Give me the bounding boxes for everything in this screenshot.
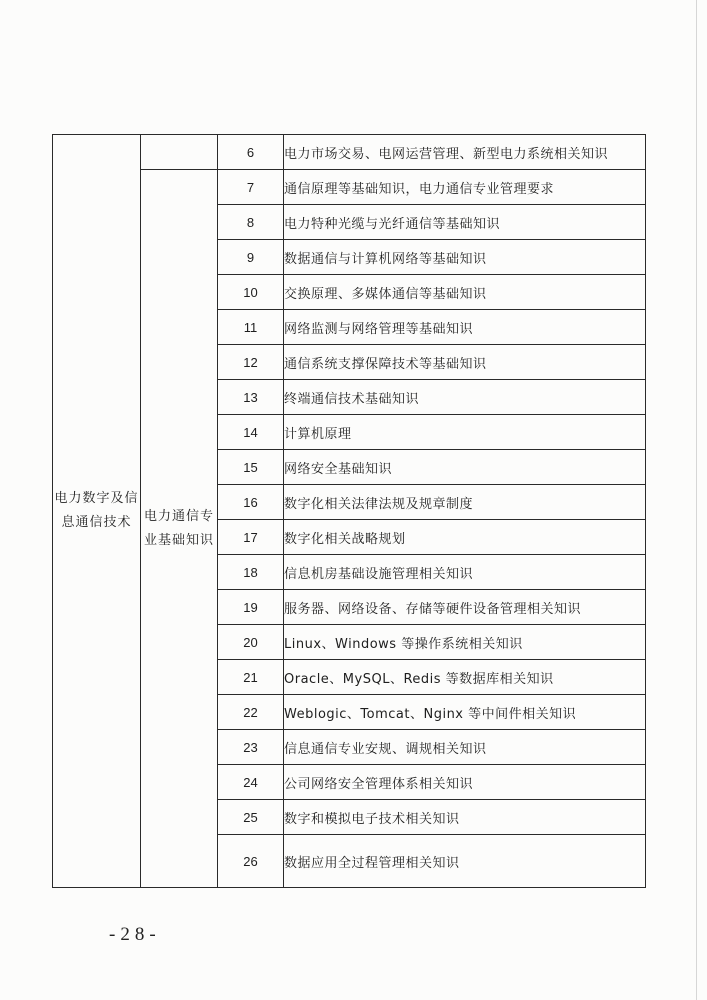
row-number: 15 xyxy=(218,450,284,485)
row-text: 交换原理、多媒体通信等基础知识 xyxy=(284,275,646,310)
table-row xyxy=(53,170,646,205)
row-number: 21 xyxy=(218,660,284,695)
row-text: Weblogic、Tomcat、Nginx 等中间件相关知识 xyxy=(284,695,646,730)
row-text: 电力特种光缆与光纤通信等基础知识 xyxy=(284,205,646,240)
row-text: 数字化相关法律法规及规章制度 xyxy=(284,485,646,520)
row-text: 数据通信与计算机网络等基础知识 xyxy=(284,240,646,275)
empty-subcategory-cell xyxy=(141,135,218,170)
row-text: Linux、Windows 等操作系统相关知识 xyxy=(284,625,646,660)
row-number: 26 xyxy=(218,835,284,888)
row-number: 22 xyxy=(218,695,284,730)
row-number: 19 xyxy=(218,590,284,625)
row-text: 数字化相关战略规划 xyxy=(284,520,646,555)
row-number: 23 xyxy=(218,730,284,765)
row-number: 24 xyxy=(218,765,284,800)
page-edge-line xyxy=(696,0,697,1000)
row-number: 17 xyxy=(218,520,284,555)
row-number: 18 xyxy=(218,555,284,590)
row-text: 数据应用全过程管理相关知识 xyxy=(284,835,646,888)
row-number: 25 xyxy=(218,800,284,835)
row-text: 通信系统支撑保障技术等基础知识 xyxy=(284,345,646,380)
row-text: Oracle、MySQL、Redis 等数据库相关知识 xyxy=(284,660,646,695)
row-number: 14 xyxy=(218,415,284,450)
row-number: 6 xyxy=(218,135,284,170)
row-number: 13 xyxy=(218,380,284,415)
row-text: 终端通信技术基础知识 xyxy=(284,380,646,415)
table-row xyxy=(53,135,646,170)
row-number: 10 xyxy=(218,275,284,310)
row-text: 网络监测与网络管理等基础知识 xyxy=(284,310,646,345)
page-number: -28- xyxy=(109,924,161,945)
row-text: 电力市场交易、电网运营管理、新型电力系统相关知识 xyxy=(284,135,646,170)
row-text: 公司网络安全管理体系相关知识 xyxy=(284,765,646,800)
knowledge-table xyxy=(52,134,646,888)
row-number: 9 xyxy=(218,240,284,275)
row-text: 通信原理等基础知识，电力通信专业管理要求 xyxy=(284,170,646,205)
subcategory-cell: 电力通信专业基础知识 xyxy=(141,170,218,888)
row-text: 信息机房基础设施管理相关知识 xyxy=(284,555,646,590)
row-text: 网络安全基础知识 xyxy=(284,450,646,485)
row-number: 20 xyxy=(218,625,284,660)
row-text: 服务器、网络设备、存储等硬件设备管理相关知识 xyxy=(284,590,646,625)
row-number: 12 xyxy=(218,345,284,380)
row-number: 8 xyxy=(218,205,284,240)
row-number: 7 xyxy=(218,170,284,205)
row-number: 16 xyxy=(218,485,284,520)
row-number: 11 xyxy=(218,310,284,345)
row-text: 信息通信专业安规、调规相关知识 xyxy=(284,730,646,765)
row-text: 计算机原理 xyxy=(284,415,646,450)
category-cell: 电力数字及信息通信技术 xyxy=(53,135,141,888)
row-text: 数字和模拟电子技术相关知识 xyxy=(284,800,646,835)
